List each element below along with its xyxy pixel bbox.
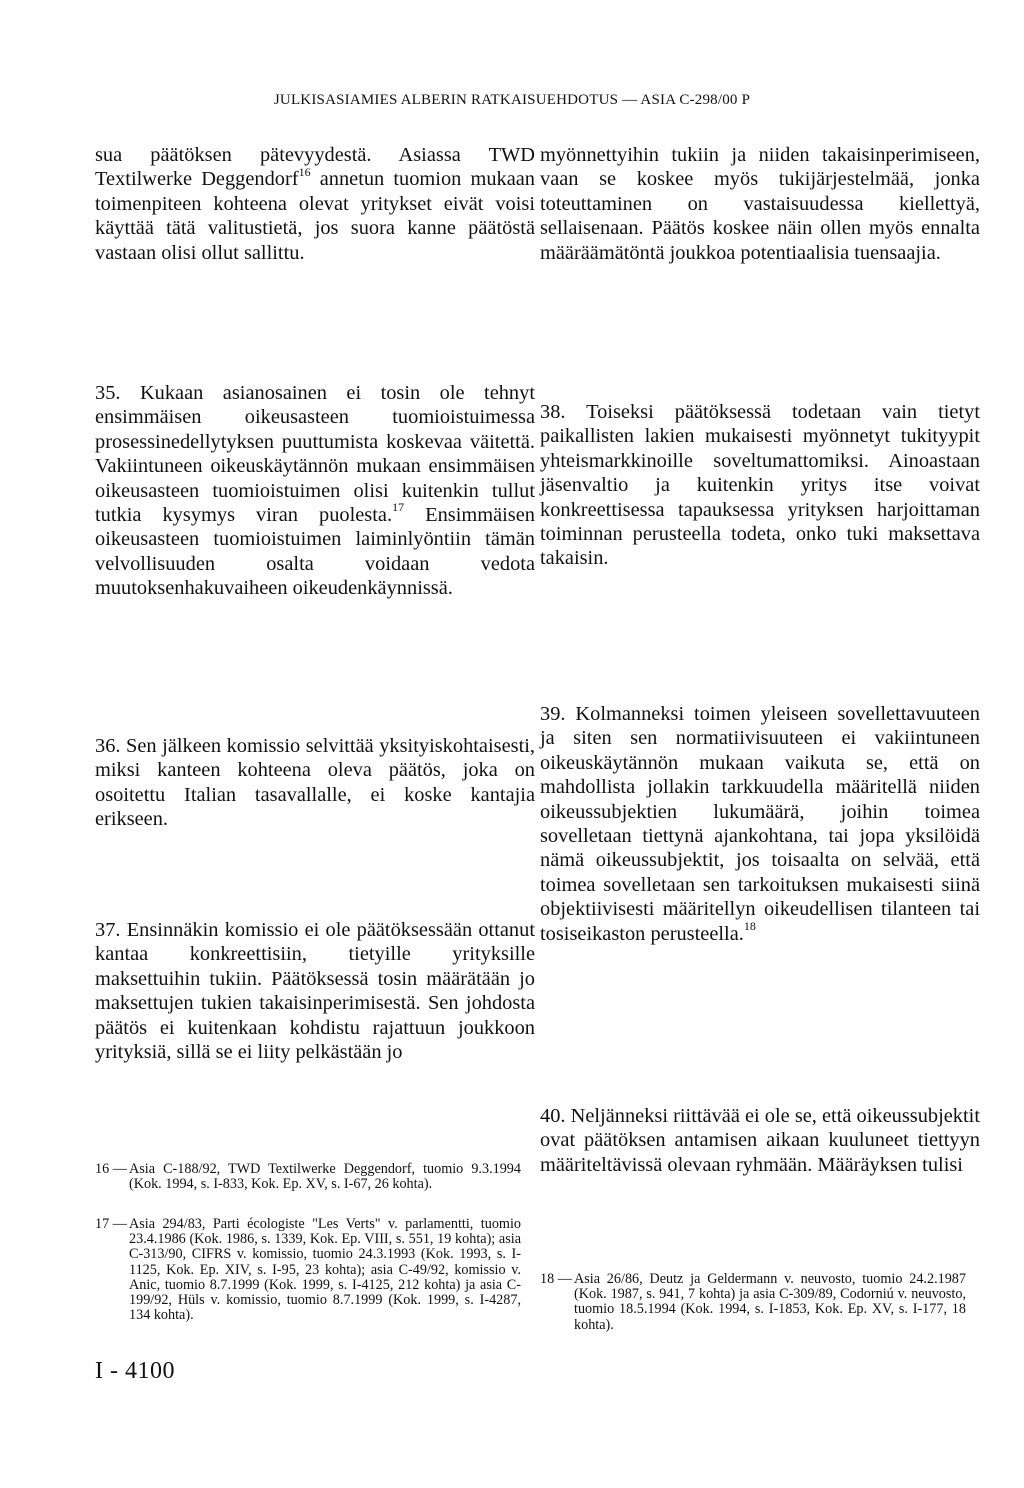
footnote-text: Asia C-188/92, TWD Textilwerke Deggendorf, tuomio 9.3.1994 (Kok. 1994, s. I-833, Kok. Ep. XV, s. I-67, 26 kohta). (129, 1161, 521, 1193)
paragraph-number: 39. (540, 703, 566, 725)
paragraph-38 (540, 400, 980, 571)
footnote-number: 16 — (95, 1161, 127, 1177)
page-number: I - 4100 (95, 1358, 175, 1384)
paragraph-number: 40. (540, 1105, 566, 1127)
paragraph-number: 35. (95, 382, 121, 404)
paragraph-36 (95, 734, 535, 832)
paragraph-text: Ensinnäkin komissio ei ole päätöksessään ottanut kantaa konkreettisiin, tietyille yrityksille maksettuihin tukiin. Päätöksessä tosin määrätään jo maksettujen tukien takaisinperimisestä. Sen johdosta päätös ei kuitenkaan kohdistu rajattuun joukkoon yrityksiä, sillä se ei liity pelkästään jo (95, 919, 535, 1064)
paragraph-39 (540, 702, 980, 946)
paragraph-text: Kolmanneksi toimen yleiseen sovellettavuuteen ja siten sen normatiivisuuteen ei vakiintuneen oikeuskäytännön mukaan vaikuta se, että on mahdollista jollakin tarkkuudella määritellä niiden oikeussubjektien lukumäärä, joihin toimea sovelletaan tiettynä ajankohtana, tai jopa yksilöidä nämä oikeussubjektit, jos toisaalta on selvää, että toimea sovelletaan sen tarkoituksen mukaisesti siinä objektiivisesti määritellyn oikeudellisen tilanteen tai tosiseikaston perusteella. (540, 703, 980, 945)
running-header: JULKISASIAMIES ALBERIN RATKAISUEHDOTUS — ASIA C-298/00 P (273, 92, 751, 108)
paragraph-37 (95, 918, 535, 1064)
paragraph-continuation-right (540, 143, 980, 265)
paragraph-number: 36. (95, 735, 121, 757)
paragraph-35 (95, 381, 535, 601)
paragraph-text: annetun tuomion mukaan toimenpiteen kohteena olevat yritykset eivät voisi käyttää tätä valitustietä, jos suora kanne päätöstä vastaan olisi ollut sallittu. (95, 168, 535, 264)
footnote-number: 17 — (95, 1216, 127, 1232)
footnote-17 (95, 1217, 525, 1323)
paragraph-text: Neljänneksi riittävää ei ole se, että oikeussubjektit ovat päätöksen antamisen aikaan kuuluneet tiettyyn määriteltävissä olevaan ryhmään. Määräyksen tulisi (540, 1105, 980, 1176)
paragraph-40 (540, 1104, 980, 1177)
footnote-ref-16[interactable]: 16 (298, 164, 311, 179)
paragraph-number: 37. (95, 919, 121, 941)
paragraph-number: 38. (540, 401, 566, 423)
footnote-ref-18[interactable]: 18 (743, 918, 756, 933)
footnote-16 (95, 1162, 525, 1192)
paragraph-text: Ensimmäisen oikeusasteen tuomioistuimen laiminlyöntiin tämän velvollisuuden osalta voidaan vedota muutoksenhakuvaiheen oikeudenkäynnissä. (95, 504, 535, 600)
paragraph-text: Sen jälkeen komissio selvittää yksityiskohtaisesti, miksi kanteen kohteena oleva päätös, joka on osoitettu Italian tasavallalle, ei koske kantajia erikseen. (95, 735, 535, 831)
footnote-text: Asia 26/86, Deutz ja Geldermann v. neuvosto, tuomio 24.2.1987 (Kok. 1987, s. 941, 7 kohta) ja asia C-309/89, Codorniú v. neuvosto, tuomio 18.5.1994 (Kok. 1994, s. I-1853, Kok. Ep. XV, s. I-177, 18 kohta). (574, 1271, 966, 1333)
footnote-ref-17[interactable]: 17 (392, 500, 405, 515)
paragraph-text: myönnettyihin tukiin ja niiden takaisinperimiseen, vaan se koskee myös tukijärjestelmää, jonka toteuttaminen on vastaisuudessa kiellettyä, sellaisenaan. Päätös koskee näin ollen myös ennalta määräämätöntä joukkoa potentiaalisia tuensaajia. (540, 144, 980, 264)
paragraph-text: sua päätöksen pätevyydestä. Asiassa TWD Textilwerke Deggendorf (95, 144, 535, 191)
paragraph-text: Toiseksi päätöksessä todetaan vain tietyt paikallisten lakien mukaisesti myönnetyt tukityypit yhteismarkkinoille soveltumattomiksi. Ainoastaan jäsenvaltio ja kuitenkin yritys itse voivat konkreettisessa tapauksessa yrityksen harjoittaman toiminnan perusteella todeta, onko tuki maksettava takaisin. (540, 401, 980, 570)
footnote-18 (540, 1272, 970, 1333)
paragraph-text: Kukaan asianosainen ei tosin ole tehnyt ensimmäisen oikeusasteen tuomioistuimessa prosessinedellytyksen puuttumista koskevaa väitettä. Vakiintuneen oikeuskäytännön mukaan ensimmäisen oikeusasteen tuomioistuimen olisi kuitenkin tullut tutkia kysymys viran puolesta. (95, 382, 535, 527)
paragraph-continuation-left (95, 143, 535, 265)
footnote-text: Asia 294/83, Parti écologiste "Les Verts" v. parlamentti, tuomio 23.4.1986 (Kok. 1986, s. 1339, Kok. Ep. VIII, s. 551, 19 kohta); asia C-313/90, CIFRS v. komissio, tuomio 24.3.1993 (Kok. 1993, s. I-1125, Kok. Ep. XIV, s. I-95, 23 kohta); asia C-49/92, komissio v. Anic, tuomio 8.7.1999 (Kok. 1999, s. I-4125, 212 kohta) ja asia C-199/92, Hüls v. komissio, tuomio 8.7.1999 (Kok. 1999, s. I-4287, 134 kohta). (129, 1216, 521, 1324)
footnote-number: 18 — (540, 1271, 572, 1287)
